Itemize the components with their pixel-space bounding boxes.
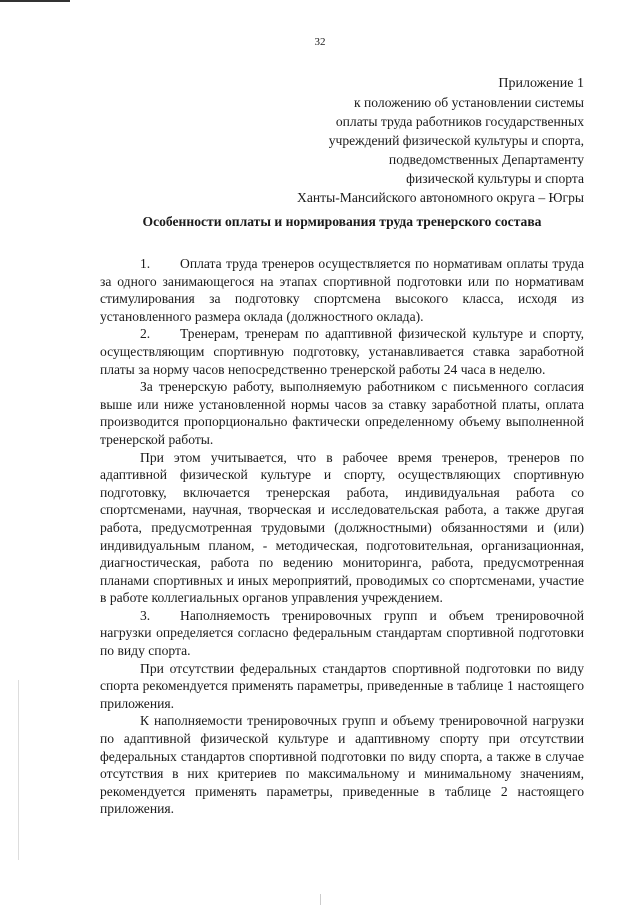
paragraph — [100, 660, 584, 713]
appendix-line: физической культуры и спорта — [406, 171, 584, 186]
appendix-line: подведомственных Департаменту — [388, 152, 584, 167]
top-rule — [0, 0, 70, 2]
paragraph-text: К наполняемости тренировочных групп и объему тренировочной нагрузки по адаптивной физической культуре и адаптивному спорту при отсутствии федеральных стандартов спортивной подготовки по виду спорта, а также в случае отсутствия в них критериев по максимальному и минимальному значениям, рекомендуется применять параметры, приведенные в таблице 2 настоящего приложения. — [100, 713, 584, 817]
paragraph-number: 1. — [140, 256, 151, 271]
scan-margin-mark — [18, 680, 19, 860]
paragraph-number: 2. — [140, 326, 151, 342]
appendix-line: оплаты труда работников государственных — [335, 114, 584, 129]
footer-mark — [320, 894, 321, 905]
paragraph-text: При этом учитывается, что в рабочее время тренеров, тренеров по адаптивной физической культуре и спорту, осуществляющих спортивную подготовку, включается тренерская работа, индивидуальная работа со спортсменами, научная, творческая и исследовательская работа, а также другая работа, предусмотренная трудовыми (должностными) обязанностями и (или) индивидуальным планом, - методическая, подготовительная, организационная, диагностическая, работа по ведению мониторинга, работа, предусмотренная планами спортивных и иных мероприятий, проводимых со спортсменами, участие в работе коллегиальных органов управления учреждением. — [100, 449, 584, 606]
paragraph-text: Оплата труда тренеров осуществляется по нормативам оплаты труда за одного занимающегося на этапах спортивной подготовки или по нормативам стимулирования за подготовку спортсмена высокого класса, исходя из установленного размера оклада (должностного оклада). — [100, 256, 584, 324]
paragraph — [100, 325, 584, 378]
paragraph — [100, 712, 584, 818]
paragraph — [100, 255, 584, 325]
paragraph — [100, 378, 584, 448]
appendix-line: к положению об установлении системы — [354, 95, 584, 110]
paragraph — [100, 449, 584, 607]
appendix-line: Ханты-Мансийского автономного округа – Югры — [297, 190, 584, 205]
appendix-line: учреждений физической культуры и спорта, — [328, 133, 584, 148]
appendix-title: Приложение 1 — [498, 76, 584, 91]
document-body — [100, 255, 584, 818]
paragraph-number: 3. — [140, 607, 151, 623]
page-number: 32 — [314, 36, 326, 48]
appendix-header — [164, 74, 584, 207]
document-title: Особенности оплаты и нормирования труда тренерского состава — [142, 214, 542, 229]
paragraph-text: Тренерам, тренерам по адаптивной физической культуре и спорту, осуществляющим спортивную подготовку, устанавливается ставка заработной платы за норму часов непосредственно тренерской работы 24 часа в неделю. — [100, 326, 584, 377]
paragraph-text: При отсутствии федеральных стандартов спортивной подготовки по виду спорта рекомендуется применять параметры, приведенные в таблице 1 настоящего приложения. — [100, 660, 584, 711]
paragraph — [100, 607, 584, 660]
paragraph-text: За тренерскую работу, выполняемую работником с письменного согласия выше или ниже установленной нормы часов за ставку заработной платы, оплата производится пропорционально фактически определенному объему выполненной тренерской работы. — [100, 379, 584, 447]
paragraph-text: Наполняемость тренировочных групп и объем тренировочной нагрузки определяется согласно федеральным стандартам спортивной подготовки по виду спорта. — [100, 607, 584, 659]
